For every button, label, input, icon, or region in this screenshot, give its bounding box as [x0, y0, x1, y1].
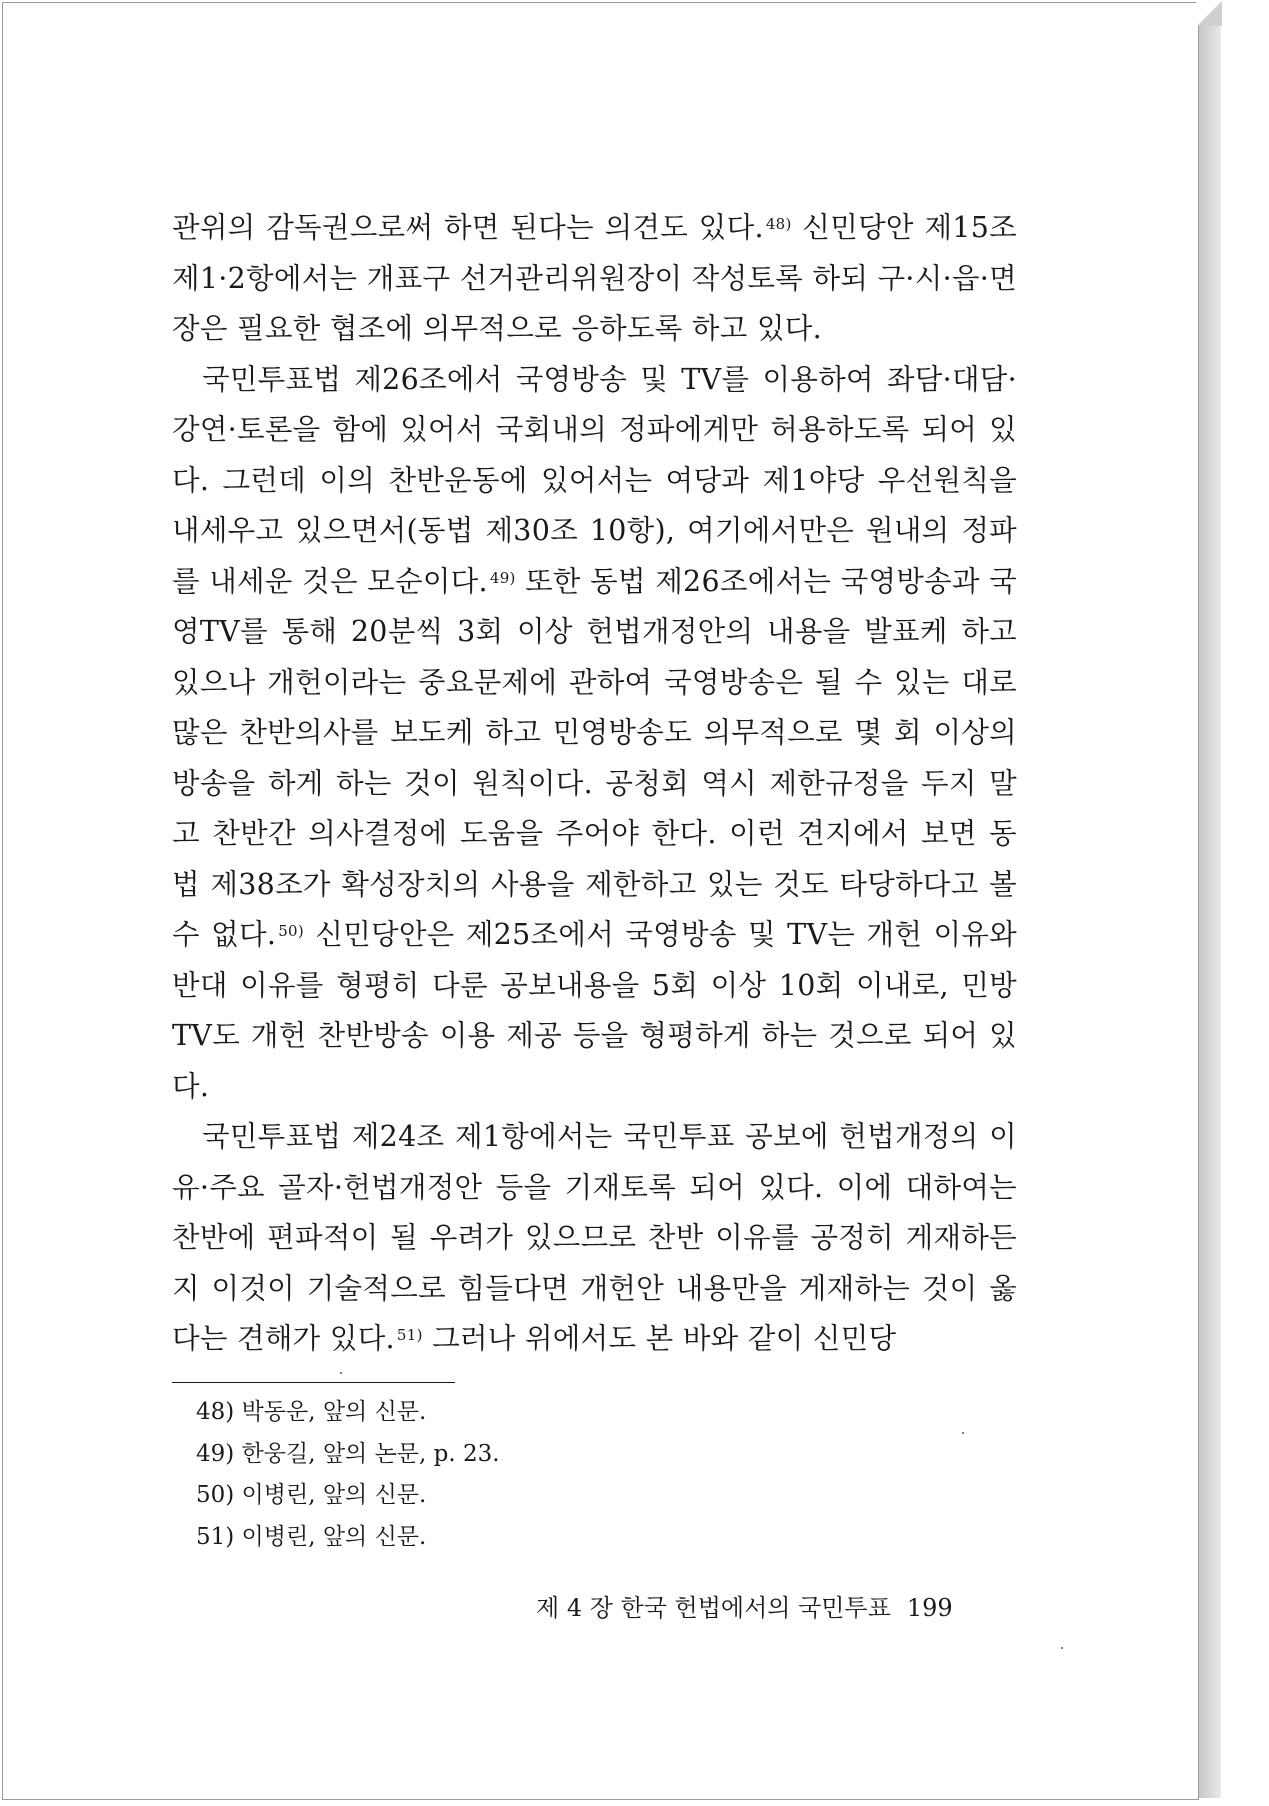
print-speck: [340, 1372, 342, 1374]
paragraph-text: 또한 동법 제26조에서는 국영방송과 국영TV를 통해 20분씩 3회 이상 헌법개정안의 내용을 발표케 하고 있으나 개헌이라는 중요문제에 관하여 국영방송은 될 수 있는 대로 많은 찬반의사를 보도케 하고 민영방송도 의무적으로 몇 회 이상의 방송을 하게 하는 것이 원칙이다. 공청회 역시 제한규정을 두지 말고 찬반간 의사결정에 도움을 주어야 한다. 이런 견지에서 보면 동법 제38조가 확성장치의 사용을 제한하고 있는 것도 타당하다고 볼 수 없다.: [172, 564, 1017, 951]
footnote-ref-49: 49): [489, 568, 516, 587]
paragraph-text: 신민당안은 제25조에서 국영방송 및 TV는 개헌 이유와 반대 이유를 형평히 다룬 공보내용을 5회 이상 10회 이내로, 민방TV도 개헌 찬반방송 이용 제공 등을 형평하게 하는 것으로 되어 있다.: [172, 918, 1017, 1103]
paragraph-text: 국민투표법 제26조에서 국영방송 및 TV를 이용하여 좌담·대담·강연·토론을 함에 있어서 국회내의 정파에게만 허용하도록 되어 있다. 그런데 이의 찬반운동에 있어서는 여당과 제1야당 우선원칙을 내세우고 있으면서(동법 제30조 10항), 여기에서만은 원내의 정파를 내세운 것은 모순이다.: [172, 362, 1017, 598]
footnotes: [196, 1392, 696, 1558]
footnote-51: 51) 이병린, 앞의 신문.: [196, 1523, 427, 1550]
footnote-48: 48) 박동운, 앞의 신문.: [196, 1399, 427, 1425]
main-text: [172, 203, 1017, 1365]
footnote-ref-50: 50): [278, 922, 305, 940]
paragraph-text: 신민당안 제15조 제1·2항에서는 개표구 선거관리위원장이 작성토록 하되 구·시·읍·면장은 필요한 협조에 의무적으로 응하도록 하고 있다.: [172, 211, 1017, 345]
paragraph-text: 관위의 감독권으로써 하면 된다는 의견도 있다.: [172, 211, 764, 244]
paragraph-text: 그러나 위에서도 본 바와 같이 신민당: [422, 1322, 897, 1355]
page-edge-shadow: [1199, 10, 1221, 1798]
paragraph-3: [172, 1112, 1017, 1365]
footnote-ref-51: 51): [396, 1326, 423, 1344]
print-speck: [962, 1432, 964, 1434]
running-footer: [536, 1588, 986, 1623]
footnote-49: 49) 한웅길, 앞의 논문, p. 23.: [196, 1440, 500, 1467]
paragraph-text: 국민투표법 제24조 제1항에서는 국민투표 공보에 헌법개정의 이유·주요 골자·헌법개정안 등을 기재토록 되어 있다. 이에 대하여는 찬반에 편파적이 될 우려가 있으므로 찬반 이유를 공정히 게재하든지 이것이 기술적으로 힘들다면 개헌안 내용만을 게재하는 것이 옳다는 견해가 있다.: [172, 1120, 1017, 1355]
footnote-ref-48: 48): [765, 215, 792, 233]
page-number: 199: [906, 1594, 953, 1622]
chapter-title: 제 4 장 한국 헌법에서의 국민투표: [536, 1594, 891, 1622]
footnote-divider: [172, 1382, 455, 1383]
page-corner: [1196, 2, 1222, 26]
print-speck: [1061, 1647, 1063, 1649]
footnote-50: 50) 이병린, 앞의 신문.: [196, 1482, 427, 1508]
paragraph-2: [172, 355, 1017, 1113]
paragraph-1: [172, 203, 1017, 355]
